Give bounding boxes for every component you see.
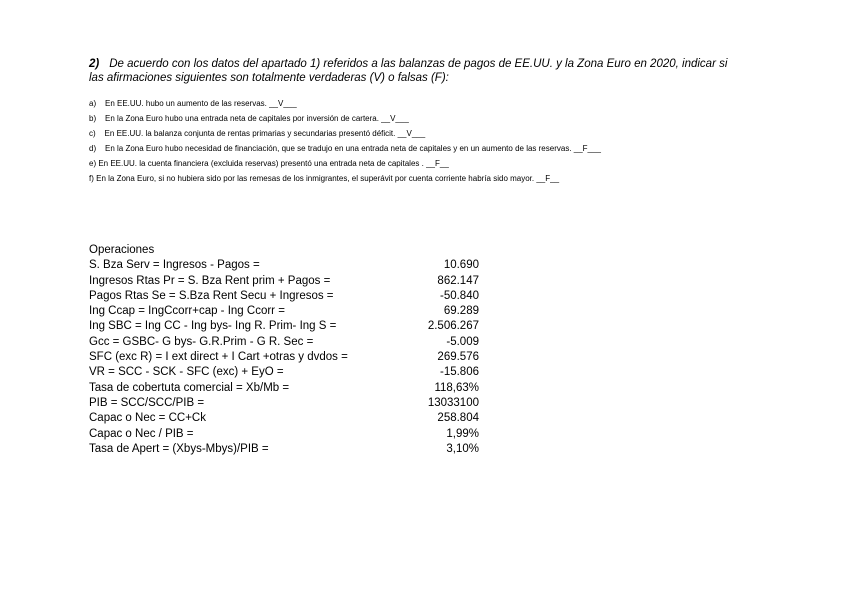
operation-value: -50.840 [439, 289, 479, 302]
operation-label: Gcc = GSBC- G bys- G.R.Prim - G R. Sec = [89, 335, 314, 348]
operation-label: Ingresos Rtas Pr = S. Bza Rent prim + Pagos = [89, 274, 331, 287]
operation-label: Tasa de Apert = (Xbys-Mbys)/PIB = [89, 442, 269, 455]
operations-rows [89, 258, 479, 457]
operation-value: 2.506.267 [427, 320, 479, 333]
operation-label: VR = SCC - SCK - SFC (exc) + EyO = [89, 366, 284, 379]
operation-value: 258.804 [437, 412, 479, 425]
operation-row [89, 427, 479, 442]
operation-label: S. Bza Serv = Ingresos - Pagos = [89, 259, 260, 272]
statement-d: d) En la Zona Euro hubo necesidad de financiación, que se tradujo en una entrada neta de capitales y en un aumento de las reservas. __F___ [89, 144, 601, 153]
operation-row [89, 274, 479, 289]
operation-value: -15.806 [439, 366, 479, 379]
operation-label: Tasa de cobertuta comercial = Xb/Mb = [89, 381, 290, 394]
statement-e: e) En EE.UU. la cuenta financiera (excluida reservas) presentó una entrada neta de capitales . __F__ [89, 159, 449, 168]
operation-row [89, 258, 479, 273]
operation-value: 118,63% [434, 381, 479, 394]
operation-value: 13033100 [427, 396, 479, 409]
operation-row [89, 289, 479, 304]
operation-value: 3,10% [446, 442, 479, 455]
question-text: De acuerdo con los datos del apartado 1) referidos a las balanzas de pagos de EE.UU. y la Zona Euro en 2020, indicar si las afirmaciones siguientes son totalmente verdaderas (V) o falsas (F): [89, 58, 728, 84]
operation-value: 10.690 [443, 259, 479, 272]
operation-label: Capac o Nec / PIB = [89, 427, 194, 440]
operations-title: Operaciones [89, 244, 155, 256]
operation-label: SFC (exc R) = I ext direct + I Cart +otras y dvdos = [89, 351, 348, 364]
operation-value: 1,99% [446, 427, 479, 440]
operation-label: Ing SBC = Ing CC - Ing bys- Ing R. Prim- Ing S = [89, 320, 337, 333]
operation-row [89, 319, 479, 334]
operation-row [89, 350, 479, 365]
operation-label: Capac o Nec = CC+Ck [89, 412, 206, 425]
operation-row [89, 335, 479, 350]
operation-value: 269.576 [437, 351, 479, 364]
statement-f: f) En la Zona Euro, si no hubiera sido por las remesas de los inmigrantes, el superávit por cuenta corriente habría sido mayor. __F__ [89, 174, 560, 183]
statement-list [89, 99, 689, 189]
operation-value: 69.289 [443, 305, 479, 318]
operation-row [89, 442, 479, 457]
operation-label: Pagos Rtas Se = S.Bza Rent Secu + Ingresos = [89, 289, 334, 302]
operation-row [89, 411, 479, 426]
operation-value: 862.147 [437, 274, 479, 287]
operation-row [89, 365, 479, 380]
statement-b: b) En la Zona Euro hubo una entrada neta de capitales por inversión de cartera. __V___ [89, 114, 409, 123]
operation-label: PIB = SCC/SCC/PIB = [89, 396, 205, 409]
operation-row [89, 381, 479, 396]
statement-a: a) En EE.UU. hubo un aumento de las reservas. __V___ [89, 99, 297, 108]
question-number: 2) [89, 58, 100, 70]
operations-section [89, 243, 479, 457]
operation-row [89, 396, 479, 411]
question-heading [89, 57, 729, 85]
operation-value: -5.009 [446, 335, 479, 348]
operation-label: Ing Ccap = IngCcorr+cap - Ing Ccorr = [89, 305, 285, 318]
statement-c: c) En EE.UU. la balanza conjunta de rentas primarias y secundarias presentó déficit. __V___ [89, 129, 426, 138]
operation-row [89, 304, 479, 319]
